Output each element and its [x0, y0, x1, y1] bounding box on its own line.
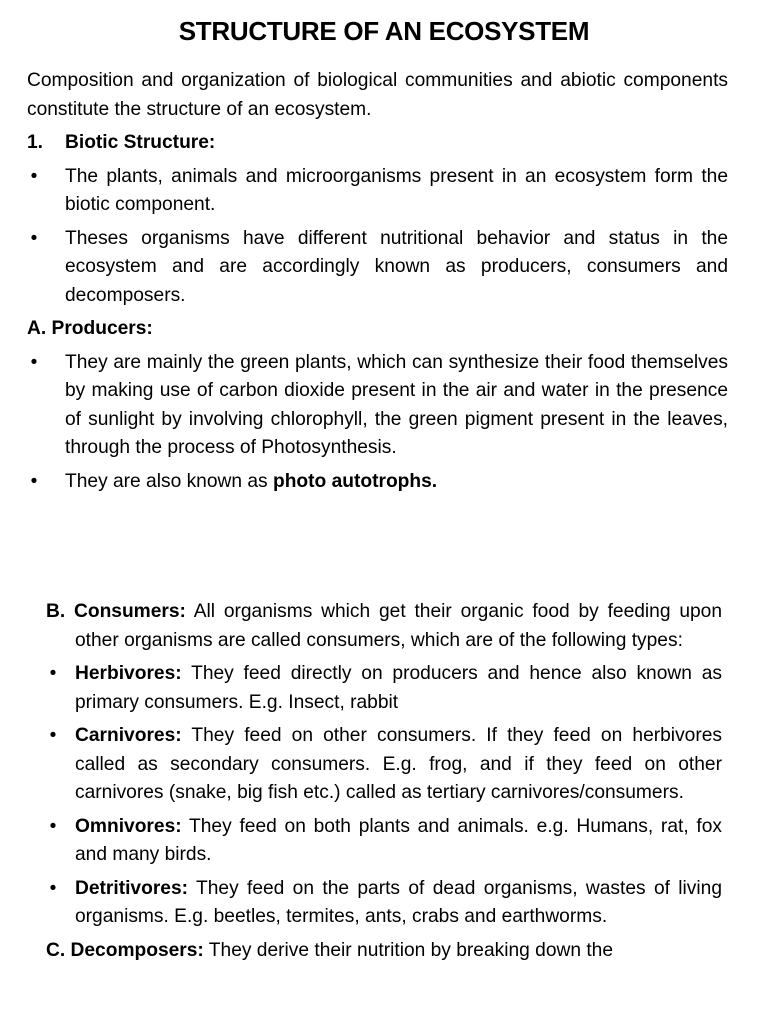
bullet-icon: •: [30, 470, 38, 492]
list-item-text: They are mainly the green plants, which can synthesize their food themselves by making use of carbon dioxide present in the air and water in the presence of sunlight by involving chlorophyll, the green pigment present in the leaves, through the process of Photosynthesis.: [65, 351, 728, 458]
heading-text: Biotic Structure:: [65, 132, 216, 153]
list-item-text: The plants, animals and microorganisms present in an ecosystem form the biotic component.: [65, 165, 728, 215]
bullet-icon: •: [49, 877, 57, 899]
consumers-label: B. Consumers:: [46, 601, 186, 622]
section-structure: [27, 67, 728, 501]
list-item-term: Carnivores:: [75, 725, 182, 746]
list-item-text: They feed on the parts of dead organisms, wastes of living organisms. E.g. beetles, termites, ants, crabs and earthworms.: [75, 877, 722, 927]
biotic-structure-heading: [27, 129, 728, 158]
decomposers-label: C. Decomposers:: [46, 939, 204, 961]
list-item: [27, 468, 728, 497]
list-item-bold-term: photo autotrophs.: [272, 470, 438, 492]
list-item: [46, 875, 722, 932]
list-item-text: Theses organisms have different nutritional behavior and status in the ecosystem and are accordingly known as producers, consumers and decomposers.: [65, 227, 728, 306]
consumers-text: All organisms which get their organic food by feeding upon other organisms are called consumers, which are of the following types:: [75, 601, 723, 651]
bullet-icon: •: [49, 663, 57, 684]
bullet-icon: •: [30, 351, 38, 373]
list-item-text: They feed directly on producers and hence also known as primary consumers. E.g. Insect, rabbit: [75, 663, 722, 713]
list-item: [46, 722, 722, 808]
list-item-text: They feed on other consumers. If they feed on herbivores called as secondary consumers. E.g. frog, and if they feed on other carnivores (snake, big fish etc.) called as tertiary carnivores/consumers.: [75, 725, 722, 803]
list-item-term: Herbivores:: [75, 663, 182, 684]
list-item: [27, 225, 728, 311]
page-title: STRUCTURE OF AN ECOSYSTEM: [178, 16, 590, 46]
heading-number: 1.: [27, 132, 44, 153]
list-item: [27, 349, 728, 463]
bullet-icon: •: [49, 725, 57, 746]
intro-paragraph: Composition and organization of biological communities and abiotic components constitute the structure of an ecosystem.: [27, 70, 728, 120]
decomposers-text: They derive their nutrition by breaking down the: [203, 939, 614, 961]
bullet-icon: •: [30, 165, 38, 187]
consumers-paragraph: [46, 598, 722, 655]
bullet-icon: •: [49, 815, 57, 837]
decomposers-paragraph: [46, 937, 722, 966]
list-item: [46, 660, 722, 717]
list-item: [27, 163, 728, 220]
list-item-term: Omnivores:: [75, 815, 182, 837]
list-item-text: They feed on both plants and animals. e.g. Humans, rat, fox and many birds.: [75, 815, 722, 865]
list-item-text: They are also known as: [65, 470, 273, 492]
list-item: [46, 813, 722, 870]
section-consumers: [46, 598, 722, 970]
bullet-icon: •: [30, 227, 38, 249]
producers-heading: A. Producers:: [27, 318, 153, 339]
list-item-term: Detritivores:: [75, 877, 189, 899]
